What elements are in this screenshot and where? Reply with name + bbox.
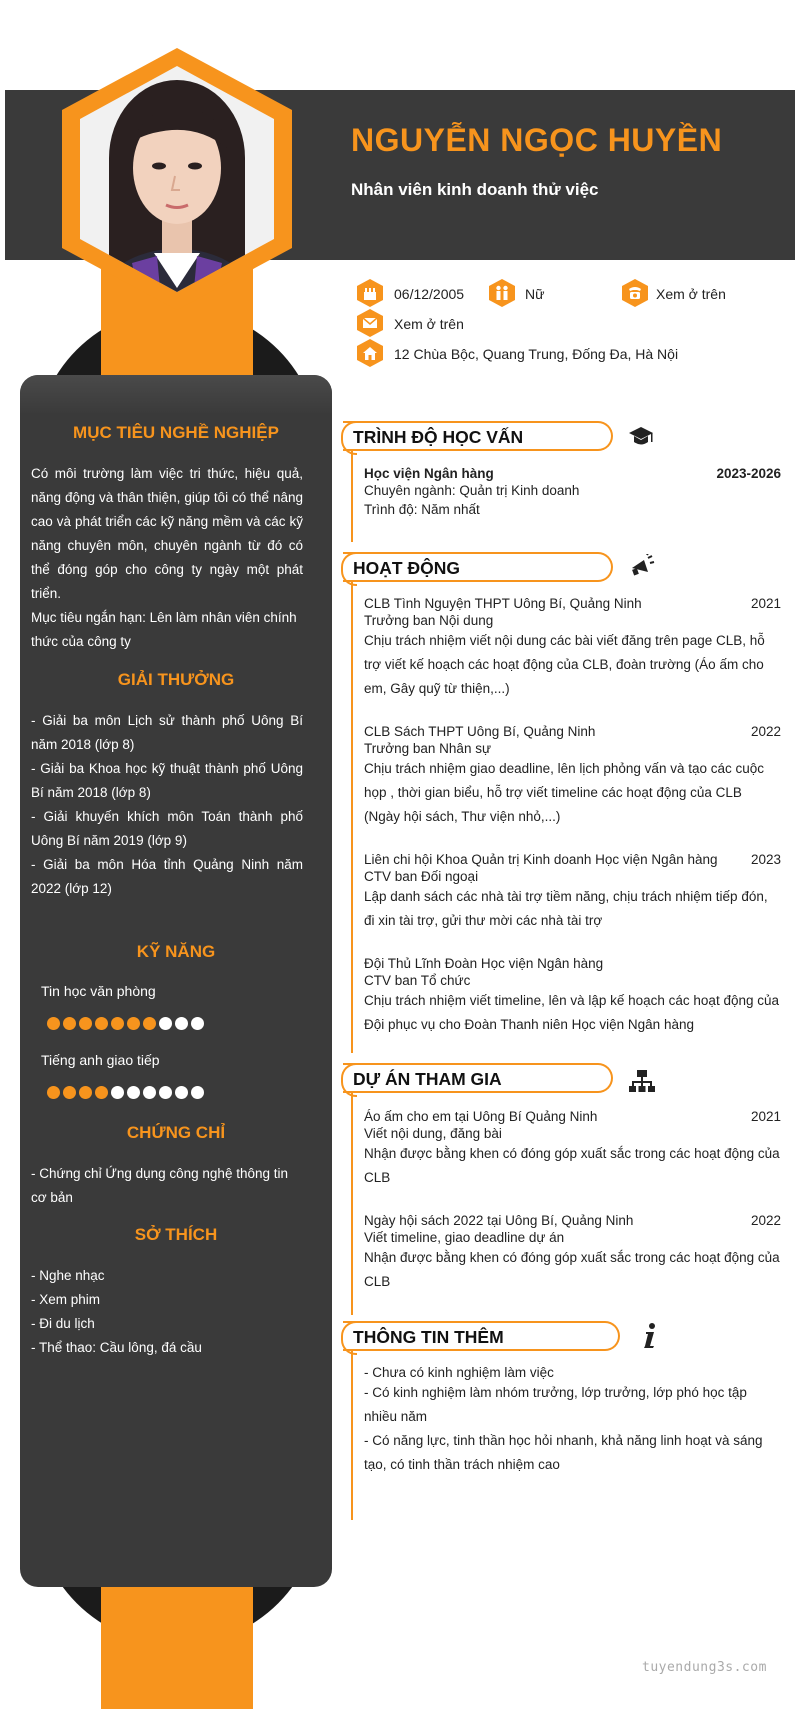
objective-short-term: Mục tiêu ngắn hạn: Lên làm nhân viên chính thức của công ty: [31, 610, 297, 649]
phone-icon: [622, 279, 648, 307]
skills-title: KỸ NĂNG: [136, 942, 216, 961]
section-line: [351, 1079, 353, 1315]
rating-dot-empty: [175, 1017, 188, 1030]
hobby-item: - Xem phim: [31, 1292, 101, 1307]
activity-role: Trưởng ban Nhân sự: [364, 741, 491, 756]
home-icon: [357, 339, 383, 367]
activity-org: Đội Thủ Lĩnh Đoàn Học viện Ngân hàng: [364, 956, 604, 971]
rating-dot-filled: [79, 1017, 92, 1030]
activity-org: CLB Tình Nguyện THPT Uông Bí, Quảng Ninh: [364, 596, 642, 611]
rating-dot-empty: [111, 1086, 124, 1099]
projects-title: DỰ ÁN THAM GIA: [343, 1063, 613, 1093]
rating-dot-empty: [143, 1086, 156, 1099]
rating-dot-empty: [191, 1086, 204, 1099]
activity-org: CLB Sách THPT Uông Bí, Quảng Ninh: [364, 724, 596, 739]
education-title: TRÌNH ĐỘ HỌC VẤN: [343, 421, 613, 451]
project-year: 2022: [750, 1213, 781, 1228]
left-panel-top: [20, 375, 332, 415]
watermark: tuyendung3s.com: [642, 1660, 767, 1675]
graduation-cap-icon: [627, 422, 655, 450]
activity-desc: Chịu trách nhiệm giao deadline, lên lịch phỏng vấn và tạo các cuộc họp , thời gian biểu, hỗ trợ viết timeline các hoạt động của CLB (Ngày hội sách, Thư viện nhỏ,...): [364, 761, 765, 824]
hobbies-title: SỞ THÍCH: [134, 1225, 218, 1244]
activity-year: 2022: [750, 724, 781, 739]
candidate-name: NGUYỄN NGỌC HUYỀN: [351, 122, 723, 158]
activity-year: 2021: [750, 596, 781, 611]
email-icon: [357, 309, 383, 337]
sitemap-icon: [628, 1068, 656, 1096]
project-role: Viết timeline, giao deadline dự án: [364, 1230, 565, 1245]
activity-entry: [364, 595, 781, 701]
hobbies-list: [31, 1264, 303, 1360]
awards-title: GIẢI THƯỞNG: [117, 670, 235, 689]
objective-title: MỤC TIÊU NGHỀ NGHIỆP: [73, 423, 279, 442]
extra-entry: [364, 1364, 781, 1477]
address: 12 Chùa Bộc, Quang Trung, Đống Đa, Hà Nội: [394, 346, 679, 362]
activity-entry: [364, 851, 781, 933]
email: Xem ở trên: [394, 316, 464, 332]
section-line: [351, 568, 353, 1053]
activities-title: HOẠT ĐỘNG: [343, 552, 613, 582]
rating-dot-filled: [47, 1086, 60, 1099]
major: Chuyên ngành: Quản trị Kinh doanh: [364, 483, 580, 498]
education-entry: [364, 465, 781, 518]
activity-entry: [364, 723, 781, 829]
project-entry: [364, 1108, 781, 1190]
award-item: - Giải ba Khoa học kỹ thuật thành phố Uông Bí năm 2018 (lớp 8): [31, 761, 303, 800]
hobby-item: - Nghe nhạc: [31, 1268, 105, 1283]
rating-dot-filled: [63, 1017, 76, 1030]
school-years: 2023-2026: [716, 466, 781, 481]
project-name: Áo ấm cho em tại Uông Bí Quảng Ninh: [364, 1109, 598, 1124]
decor-bar-bottom: [101, 1575, 253, 1709]
project-name: Ngày hội sách 2022 tại Uông Bí, Quảng Ninh: [364, 1213, 634, 1228]
rating-dot-filled: [95, 1086, 108, 1099]
study-level: Trình độ: Năm nhất: [364, 502, 480, 517]
extra-line: - Chưa có kinh nghiệm làm việc: [364, 1365, 554, 1380]
hobby-item: - Thể thao: Cầu lông, đá cầu: [31, 1340, 202, 1355]
rating-dot-empty: [175, 1086, 188, 1099]
extra-line: - Có kinh nghiệm làm nhóm trưởng, lớp trưởng, lớp phó học tập nhiều năm: [364, 1385, 747, 1424]
certs-title: CHỨNG CHỈ: [126, 1123, 226, 1142]
activity-desc: Chịu trách nhiệm viết nội dung các bài viết đăng trên page CLB, hỗ trợ viết kế hoạch các hoạt động của CLB, đoàn trường (Áo ấm cho em, Gây quỹ từ thiện,...): [364, 633, 765, 696]
award-item: - Giải ba môn Lịch sử thành phố Uông Bí năm 2018 (lớp 8): [31, 713, 303, 752]
certs-text: - Chứng chỉ Ứng dụng công nghệ thông tin cơ bản: [31, 1166, 288, 1205]
activity-role: Trưởng ban Nội dung: [364, 613, 494, 628]
rating-dot-filled: [143, 1017, 156, 1030]
school-name: Học viện Ngân hàng: [364, 466, 494, 481]
info-icon: [636, 1322, 664, 1350]
activity-role: CTV ban Đối ngoại: [364, 869, 479, 884]
award-item: - Giải ba môn Hóa tỉnh Quảng Ninh năm 2022 (lớp 12): [31, 857, 303, 896]
birthday: 06/12/2005: [394, 286, 465, 302]
rating-dot-filled: [111, 1017, 124, 1030]
activity-entry: [364, 955, 781, 1037]
section-line: [351, 1337, 353, 1520]
hobby-item: - Đi du lịch: [31, 1316, 95, 1331]
birthday-icon: [357, 279, 383, 307]
rating-dot-empty: [191, 1017, 204, 1030]
rating-dot-empty: [127, 1086, 140, 1099]
avatar: [62, 48, 292, 310]
phone: Xem ở trên: [656, 286, 726, 302]
objective-text: [31, 462, 303, 654]
activity-role: CTV ban Tổ chức: [364, 973, 471, 988]
job-title: Nhân viên kinh doanh thử việc: [351, 180, 599, 199]
project-entry: [364, 1212, 781, 1294]
rating-dot-filled: [63, 1086, 76, 1099]
rating-dot-filled: [127, 1017, 140, 1030]
rating-dot-filled: [47, 1017, 60, 1030]
project-desc: Nhận được bằng khen có đóng góp xuất sắc trong các hoạt động của CLB: [364, 1146, 780, 1185]
activity-desc: Lập danh sách các nhà tài trợ tiềm năng, chịu trách nhiệm tiếp đón, đi xin tài trợ, gửi thư mời các nhà tài trợ: [364, 889, 768, 928]
rating-dot-filled: [79, 1086, 92, 1099]
rating-dot-empty: [159, 1086, 172, 1099]
rating-dot-empty: [159, 1017, 172, 1030]
gender-icon: [489, 279, 515, 307]
project-year: 2021: [750, 1109, 781, 1124]
skill-label: Tiếng anh giao tiếp: [41, 1052, 160, 1068]
activity-org: Liên chi hội Khoa Quản trị Kinh doanh Học viện Ngân hàng: [364, 852, 718, 867]
skill-rating: [47, 1017, 204, 1030]
objective-paragraph: Có môi trường làm việc tri thức, hiệu quả, năng động và thân thiện, giúp tôi có thể nâng cao và phát triển các kỹ năng mềm và các kỹ năng chuyên môn, chuyên ngành từ đó có thể đóng góp cho công ty ngày một phát triển.: [31, 466, 303, 601]
skill-label: Tin học văn phòng: [41, 983, 156, 999]
skill-rating: [47, 1086, 204, 1099]
gender: Nữ: [525, 286, 545, 302]
extra-title: THÔNG TIN THÊM: [343, 1321, 620, 1351]
activity-year: 2023: [750, 852, 781, 867]
award-item: - Giải khuyến khích môn Toán thành phố Uông Bí năm 2019 (lớp 9): [31, 809, 303, 848]
rating-dot-filled: [95, 1017, 108, 1030]
project-desc: Nhận được bằng khen có đóng góp xuất sắc trong các hoạt động của CLB: [364, 1250, 780, 1289]
extra-line: - Có năng lực, tinh thần học hỏi nhanh, khả năng linh hoạt và sáng tạo, có tinh thần trách nhiệm cao: [364, 1433, 763, 1472]
activity-desc: Chịu trách nhiệm viết timeline, lên và lập kế hoạch các hoạt động của Đội phục vụ cho Đoàn Thanh niên Học viện Ngân hàng: [364, 993, 779, 1032]
project-role: Viết nội dung, đăng bài: [364, 1126, 502, 1141]
awards-list: [31, 709, 303, 901]
megaphone-icon: [628, 554, 656, 582]
